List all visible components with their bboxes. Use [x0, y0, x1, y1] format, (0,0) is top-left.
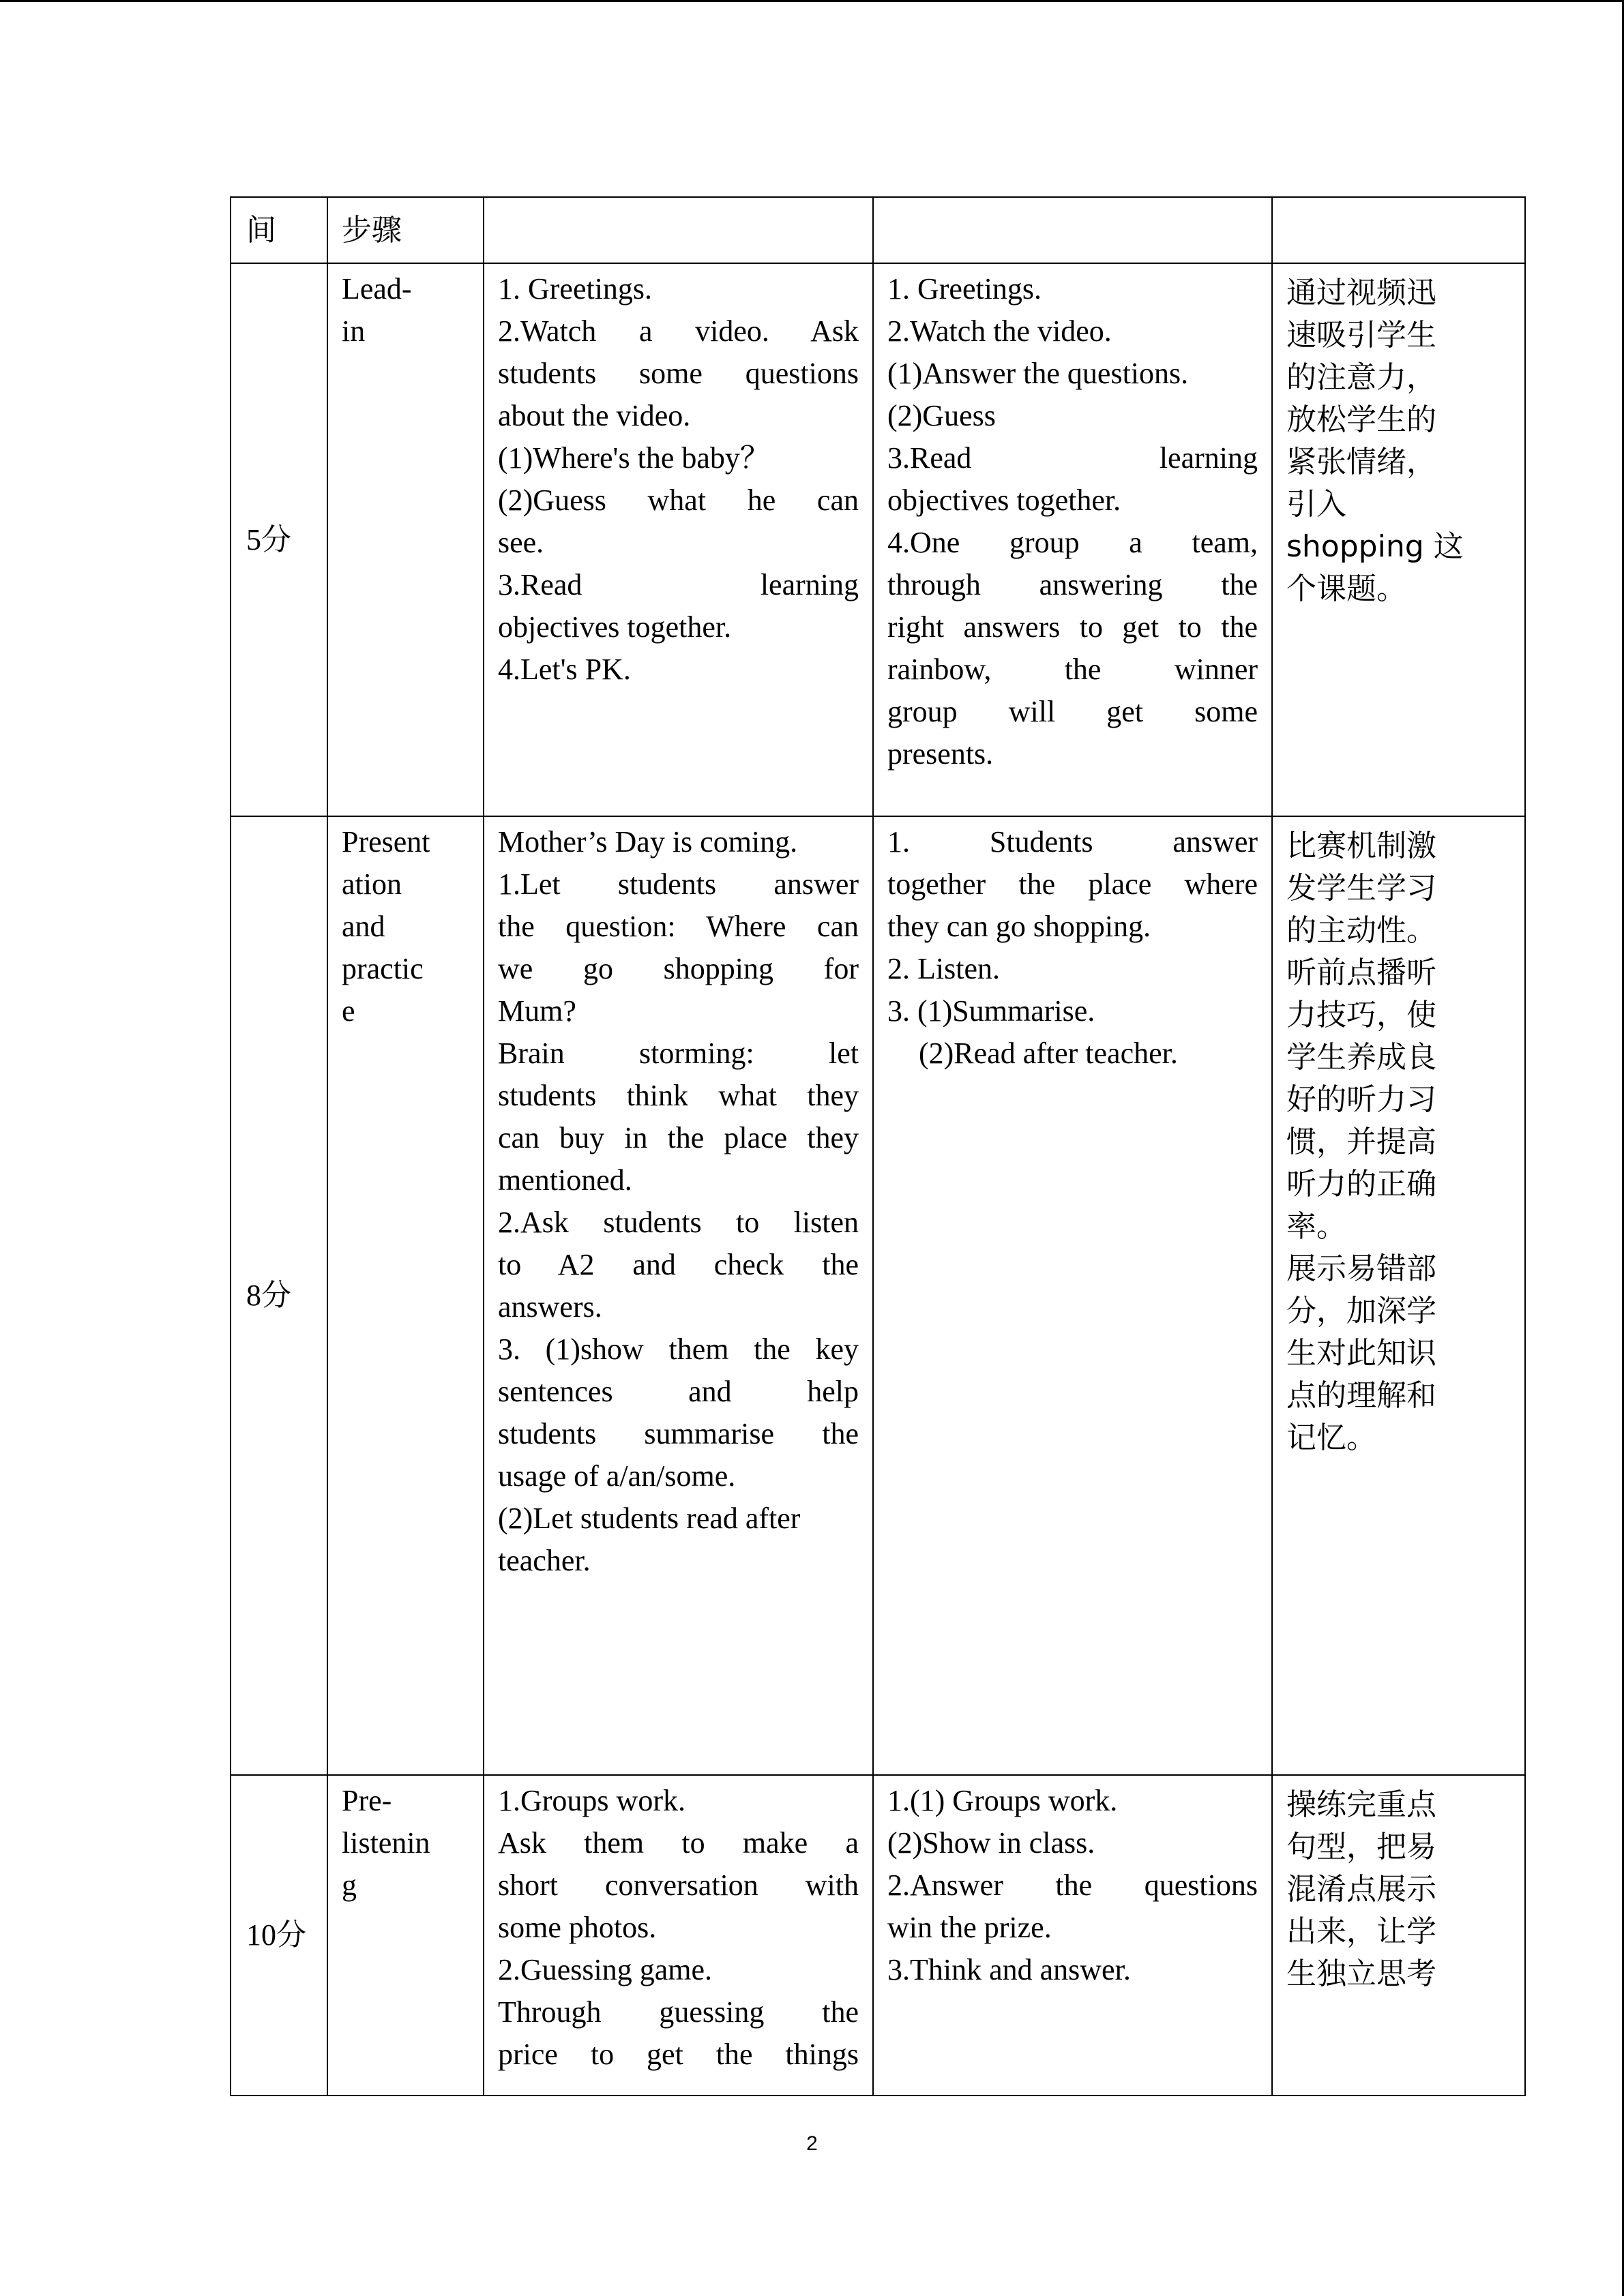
row-teacher-activity: [484, 1775, 873, 2096]
purpose-line: 速吸引学生: [1286, 318, 1436, 353]
header-teacher: [484, 197, 873, 263]
purpose-line: 个课题。: [1286, 571, 1406, 606]
lesson-plan-table: [230, 196, 1526, 2096]
purpose-line: 的注意力，: [1286, 360, 1436, 395]
text-line: they can go shopping.: [887, 910, 1151, 943]
text-line: Mother’s Day is coming.: [498, 825, 798, 859]
purpose-line: 的主动性。: [1286, 913, 1436, 948]
step-line: listenin: [342, 1826, 430, 1860]
table-header-row: [231, 197, 1525, 263]
text-line: sentences and help: [498, 1375, 859, 1408]
step-line: e: [342, 994, 355, 1028]
purpose-line: shopping 这: [1286, 529, 1464, 564]
text-line: presents.: [887, 737, 994, 771]
page-number: 2: [806, 2132, 818, 2155]
row-time: 10分: [231, 1775, 327, 2096]
purpose-line: 学生养成良: [1286, 1040, 1436, 1075]
step-line: Pre-: [342, 1784, 392, 1817]
text-line: answers.: [498, 1290, 602, 1324]
purpose-line: 展示易错部: [1286, 1251, 1436, 1286]
table-row: [231, 816, 1525, 1775]
text-line: (2)Read after teacher.: [919, 1037, 1178, 1070]
text-line: 2.Watch a video. Ask: [498, 314, 859, 348]
text-line: teacher.: [498, 1544, 591, 1577]
text-line: 1. Greetings.: [498, 272, 653, 305]
step-line: Present: [342, 825, 430, 859]
text-line: (2)Guess: [887, 399, 996, 432]
text-line: some photos.: [498, 1911, 657, 1944]
step-line: in: [342, 314, 366, 348]
step-line: practic: [342, 952, 424, 985]
text-line: (2)Guess what he can: [498, 483, 859, 517]
purpose-line: 混淆点展示: [1286, 1872, 1436, 1907]
row-student-activity: [873, 263, 1272, 816]
text-line: together the place where: [887, 867, 1258, 901]
text-line: 3.Think and answer.: [887, 1953, 1131, 1986]
text-line: through answering the: [887, 568, 1258, 601]
text-line: (1)Where's the baby？: [498, 441, 770, 475]
text-line: (2)Let students read after: [498, 1502, 801, 1535]
text-line: objectives together.: [887, 483, 1121, 517]
text-line: short conversation with: [498, 1868, 859, 1902]
purpose-line: 听前点播听: [1286, 955, 1436, 990]
purpose-line: 放松学生的: [1286, 402, 1436, 437]
text-line: 3. (1)Summarise.: [887, 994, 1095, 1028]
text-line: group will get some: [887, 695, 1258, 728]
text-line: students summarise the: [498, 1417, 859, 1450]
row-purpose: [1272, 263, 1525, 816]
purpose-line: 生对此知识: [1286, 1336, 1436, 1371]
row-teacher-activity: [484, 816, 873, 1775]
text-line: 1. Students answer: [887, 825, 1258, 859]
text-line: 4.One group a team,: [887, 526, 1258, 559]
text-line: Brain storming: let: [498, 1037, 859, 1070]
text-line: 1. Greetings.: [887, 272, 1042, 305]
header-purpose: [1272, 197, 1525, 263]
purpose-line: 通过视频迅: [1286, 275, 1436, 310]
text-line: 3.Read learning: [498, 568, 859, 601]
row-time: 8分: [231, 816, 327, 1775]
text-line: 2. Listen.: [887, 952, 1000, 985]
top-border-rule: [0, 0, 1624, 2]
purpose-line: 力技巧，使: [1286, 998, 1436, 1032]
row-teacher-activity: [484, 263, 873, 816]
purpose-line: 引入: [1286, 487, 1346, 522]
step-line: ation: [342, 867, 402, 901]
text-line: see.: [498, 526, 544, 559]
purpose-line: 句型，把易: [1286, 1830, 1436, 1864]
purpose-line: 分，加深学: [1286, 1294, 1436, 1328]
row-step: [327, 816, 484, 1775]
purpose-line: 发学生学习: [1286, 871, 1436, 906]
purpose-line: 率。: [1286, 1209, 1346, 1244]
text-line: usage of a/an/some.: [498, 1459, 736, 1493]
text-line: 3.Read learning: [887, 441, 1258, 475]
text-line: (1)Answer the questions.: [887, 357, 1189, 390]
text-line: 1.Let students answer: [498, 867, 859, 901]
text-line: students some questions: [498, 357, 859, 390]
purpose-line: 点的理解和: [1286, 1378, 1436, 1413]
row-step: [327, 263, 484, 816]
text-line: to A2 and check the: [498, 1248, 859, 1281]
text-line: we go shopping for: [498, 952, 859, 985]
text-line: (2)Show in class.: [887, 1826, 1095, 1860]
text-line: Ask them to make a: [498, 1826, 859, 1860]
text-line: objectives together.: [498, 610, 732, 644]
purpose-line: 记忆。: [1286, 1420, 1376, 1455]
step-line: Lead-: [342, 272, 412, 305]
text-line: Through guessing the: [498, 1995, 859, 2029]
text-line: the question: Where can: [498, 910, 859, 943]
purpose-line: 操练完重点: [1286, 1787, 1436, 1822]
header-step: 步骤: [327, 197, 484, 263]
table-row: [231, 1775, 1525, 2096]
row-purpose: [1272, 816, 1525, 1775]
row-student-activity: [873, 1775, 1272, 2096]
text-line: 2.Answer the questions: [887, 1868, 1258, 1902]
header-student: [873, 197, 1272, 263]
row-student-activity: [873, 816, 1272, 1775]
text-line: 2.Guessing game.: [498, 1953, 713, 1986]
text-line: price to get the things: [498, 2038, 859, 2071]
row-purpose: [1272, 1775, 1525, 2096]
text-line: Mum?: [498, 994, 576, 1028]
purpose-line: 比赛机制激: [1286, 829, 1436, 863]
text-line: 1.Groups work.: [498, 1784, 685, 1817]
step-line: and: [342, 910, 385, 943]
text-line: right answers to get to the: [887, 610, 1258, 644]
purpose-line: 惯，并提高: [1286, 1124, 1436, 1159]
purpose-line: 紧张情绪，: [1286, 445, 1436, 479]
text-line: can buy in the place they: [498, 1121, 859, 1154]
purpose-line: 生独立思考: [1286, 1956, 1436, 1991]
text-line: about the video.: [498, 399, 691, 432]
text-line: 3. (1)show them the key: [498, 1332, 859, 1366]
text-line: win the prize.: [887, 1911, 1052, 1944]
purpose-line: 好的听力习: [1286, 1082, 1436, 1117]
text-line: 2.Watch the video.: [887, 314, 1112, 348]
text-line: mentioned.: [498, 1163, 632, 1197]
step-line: g: [342, 1868, 357, 1902]
row-time: 5分: [231, 263, 327, 816]
text-line: 2.Ask students to listen: [498, 1206, 859, 1239]
text-line: students think what they: [498, 1079, 859, 1112]
text-line: 4.Let's PK.: [498, 653, 631, 686]
table-row: [231, 263, 1525, 816]
header-time: 间: [231, 197, 327, 263]
text-line: rainbow, the winner: [887, 653, 1258, 686]
row-step: [327, 1775, 484, 2096]
purpose-line: 出来，让学: [1286, 1914, 1436, 1949]
purpose-line: 听力的正确: [1286, 1167, 1436, 1202]
text-line: 1.(1) Groups work.: [887, 1784, 1118, 1817]
